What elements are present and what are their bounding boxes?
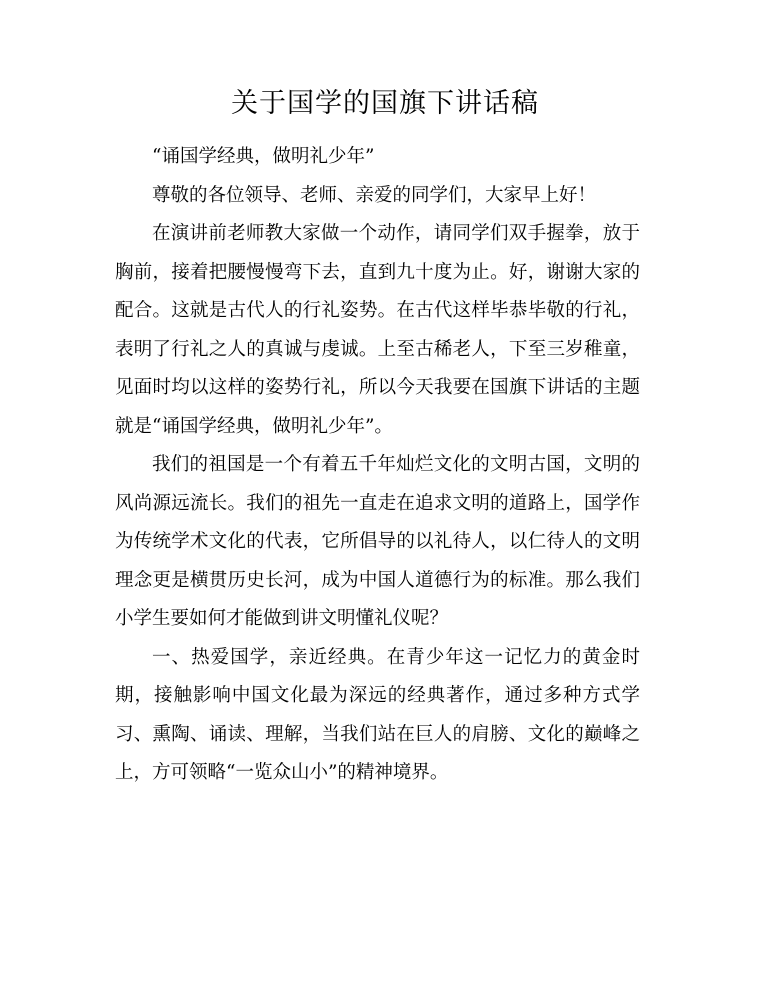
document-body [115,138,640,793]
paragraph-bowing-gesture: 在演讲前老师教大家做一个动作，请同学们双手握拳，放于胸前，接着把腰慢慢弯下去，直到九十度为止。好，谢谢大家的配合。这就是古代人的行礼姿势。在古代这样毕恭毕敬的行礼，表明了行礼之人的真诚与虔诚。上至古稀老人，下至三岁稚童，见面时均以这样的姿势行礼，所以今天我要在国旗下讲话的主题就是“诵国学经典，做明礼少年”。 [115,223,640,437]
document-title: 关于国学的国旗下讲话稿 [231,88,539,119]
paragraph-point-one: 一、热爱国学，亲近经典。在青少年这一记忆力的黄金时期，接触影响中国文化最为深远的经典著作，通过多种方式学习、熏陶、诵读、理解，当我们站在巨人的肩膀、文化的巅峰之上，方可领略“一览众山小”的精神境界。 [115,646,640,783]
paragraph-civilization: 我们的祖国是一个有着五千年灿烂文化的文明古国，文明的风尚源远流长。我们的祖先一直走在追求文明的道路上，国学作为传统学术文化的代表，它所倡导的以礼待人，以仁待人的文明理念更是横贯历史长河，成为中国人道德行为的标准。那么我们小学生要如何才能做到讲文明懂礼仪呢？ [115,454,640,629]
paragraph-quote-theme: “诵国学经典，做明礼少年” [152,146,375,167]
paragraph-greeting: 尊敬的各位领导、老师、亲爱的同学们，大家早上好！ [152,184,597,206]
